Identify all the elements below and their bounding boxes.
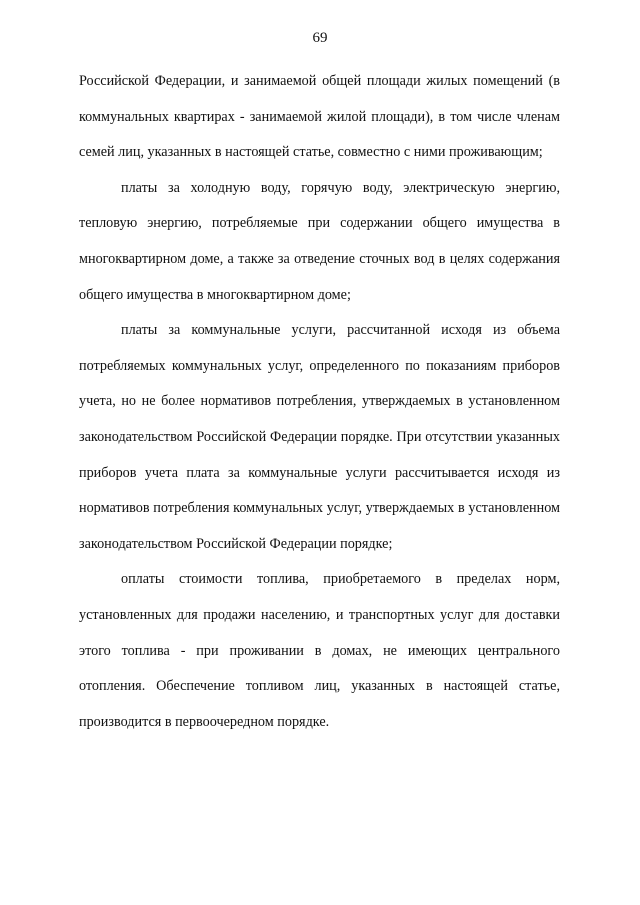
document-body — [79, 64, 560, 740]
paragraph-continuation: Российской Федерации, и занимаемой общей площади жилых помещений (в коммунальных квартирах - занимаемой жилой площади), в том числе членам семей лиц, указанных в настоящей статье, совместно с ними проживающим; — [79, 73, 560, 161]
paragraph-utilities-common-property: платы за холодную воду, горячую воду, электрическую энергию, тепловую энергию, потребляемые при содержании общего имущества в многоквартирном доме, а также за отведение сточных вод в целях содержания общего имущества в многоквартирном доме; — [79, 179, 560, 303]
paragraph-communal-services: платы за коммунальные услуги, рассчитанной исходя из объема потребляемых коммунальных услуг, определенного по показаниям приборов учета, но не более нормативов потребления, утверждаемых в установленном законодательством Российской Федерации порядке. При отсутствии указанных приборов учета плата за коммунальные услуги рассчитывается исходя из нормативов потребления коммунальных услуг, утверждаемых в установленном законодательством Российской Федерации порядке; — [79, 322, 560, 552]
paragraph-fuel-payment: оплаты стоимости топлива, приобретаемого в пределах норм, установленных для продажи населению, и транспортных услуг для доставки этого топлива - при проживании в домах, не имеющих центрального отопления. Обеспечение топливом лиц, указанных в настоящей статье, производится в первоочередном порядке. — [79, 571, 560, 730]
page-number: 69 — [312, 30, 328, 46]
